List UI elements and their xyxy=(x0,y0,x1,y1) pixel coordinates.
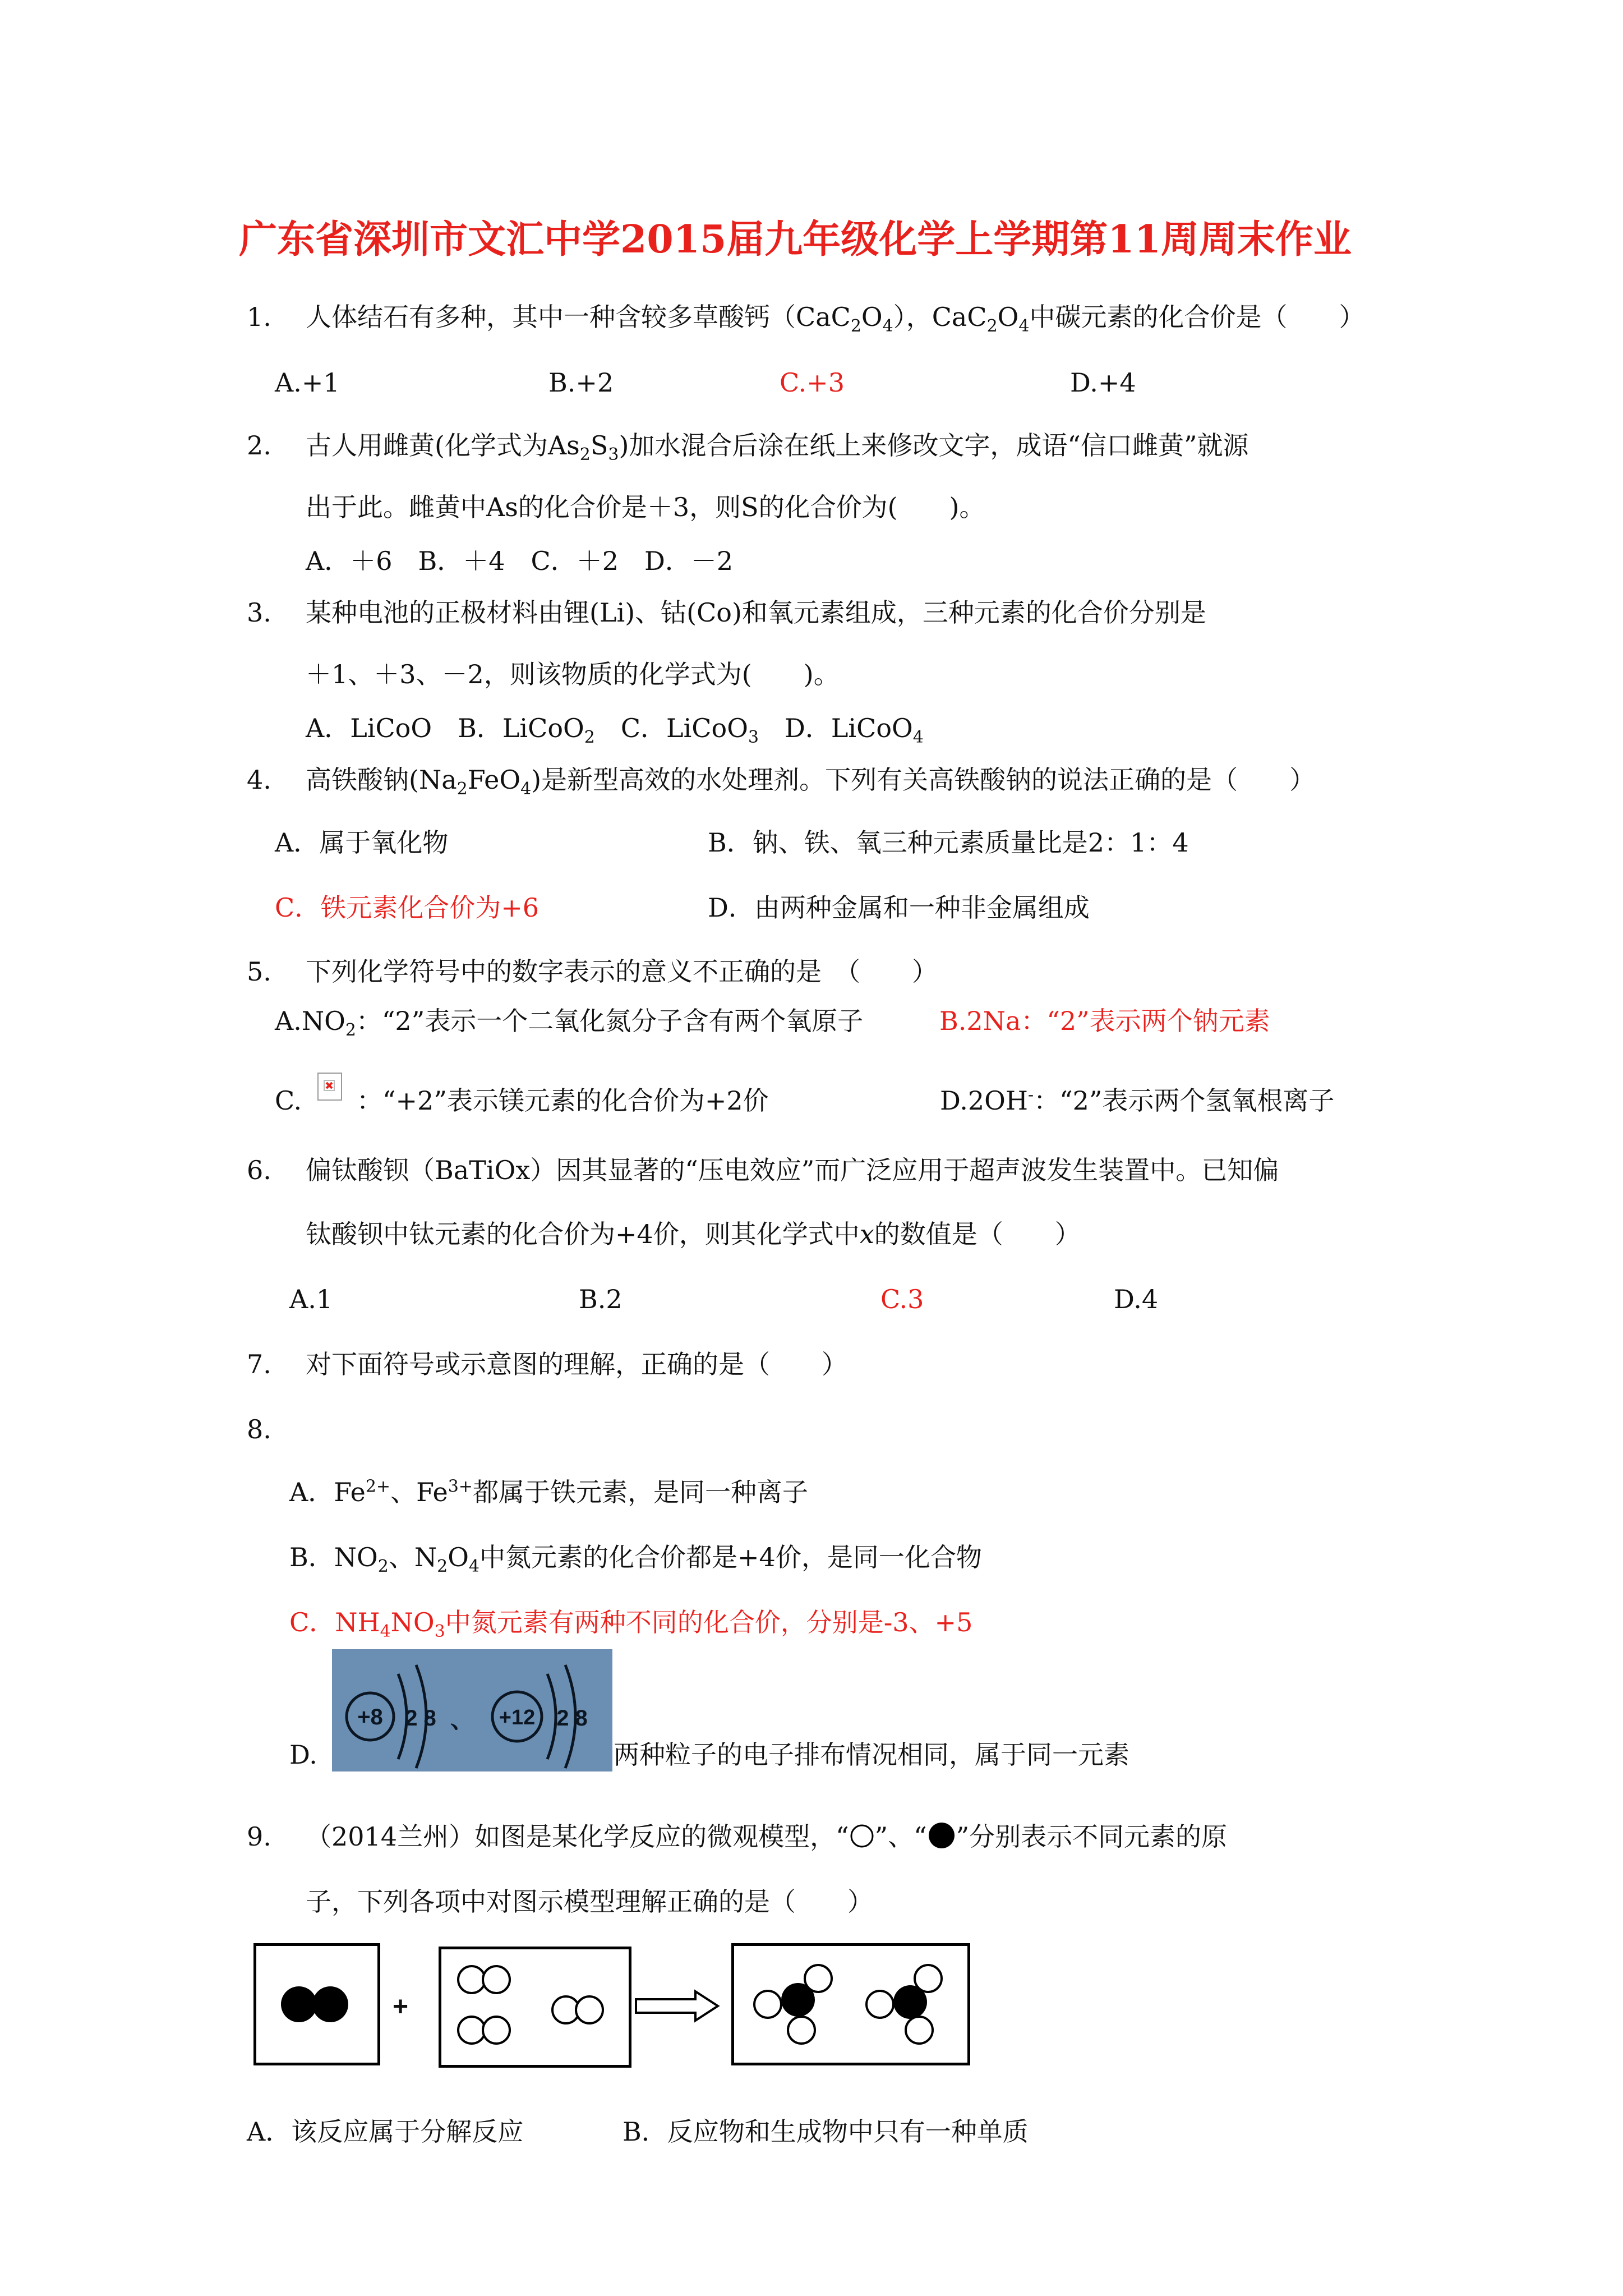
q5-option-c-prefix: C. xyxy=(275,1085,302,1116)
q4-option-c: C．铁元素化合价为+6 xyxy=(275,892,540,923)
q9-option-b: B．反应物和生成物中只有一种单质 xyxy=(623,2116,1029,2147)
q6-option-d: D.4 xyxy=(1114,1284,1159,1314)
q6-number: 6. xyxy=(247,1155,271,1185)
q1-stem: 人体结石有多种，其中一种含较多草酸钙$(CaC_2O_4)$，$CaC_2O_4$中碳元素的化合价是（ ） xyxy=(306,302,1365,337)
broken-image-icon xyxy=(317,1073,342,1101)
q8-option-a: A．$Fe^{2+}$、$Fe^{3+}$都属于铁元素，是同一种离子 xyxy=(289,1476,808,1507)
white-atom-icon xyxy=(849,1823,875,1849)
q3-number: 3. xyxy=(247,597,271,628)
shell2-nucleus: +12 xyxy=(499,1706,536,1729)
q2-stem-line1: 古人用雌黄(化学式为$As_2S_3$)加水混合后涂在纸上来修改文字，成语“信口雌黄”就源 xyxy=(306,430,1249,465)
page-title: 广东省深圳市文汇中学2015届九年级化学上学期第11周周末作业 xyxy=(239,217,1352,262)
shell2-electrons: 2 8 xyxy=(556,1706,588,1731)
q3-stem-line1: 某种电池的正极材料由锂(Li)、钴(Co)和氧元素组成，三种元素的化合价分别是 xyxy=(306,597,1206,628)
shell1-electrons: 2 8 xyxy=(405,1706,436,1731)
q5-number: 5. xyxy=(247,956,271,987)
q9-option-a: A．该反应属于分解反应 xyxy=(247,2116,524,2147)
q4-option-d: D．由两种金属和一种非金属组成 xyxy=(708,892,1090,923)
q3-options: A．LiCoO B．LiCoO$_2$ C．LiCoO$_3$ D．LiCoO$_4$ xyxy=(306,713,924,748)
q4-number: 4. xyxy=(247,765,271,795)
q4-option-a: A．属于氧化物 xyxy=(275,827,449,858)
plus-sign: + xyxy=(393,1992,409,2022)
q6-option-a: A.1 xyxy=(289,1284,333,1314)
reaction-arrow xyxy=(633,1989,722,2023)
q8-option-d-text: 两种粒子的电子排布情况相同，属于同一元素 xyxy=(614,1740,1129,1770)
q5-option-b: B.2Na：“2”表示两个钠元素 xyxy=(939,1006,1270,1036)
q5-option-a: $A.NO_2$：“2”表示一个二氧化氮分子含有两个氧原子 xyxy=(275,1006,864,1041)
q6-stem-line2: 钛酸钡中钛元素的化合价为+4价，则其化学式中x的数值是（ ） xyxy=(306,1219,1081,1249)
q6-option-c: C.3 xyxy=(880,1284,924,1314)
q8-option-d-prefix: D. xyxy=(289,1740,317,1770)
q2-stem-line2: 出于此。雌黄中As的化合价是＋3，则S的化合价为( )。 xyxy=(306,492,985,522)
q5-option-d: D.2OH-：“2”表示两个氢氧根离子 xyxy=(940,1085,1335,1116)
q4-stem: 高铁酸钠$(Na_2FeO_4)$是新型高效的水处理剂。下列有关高铁酸钠的说法正确的是（ ） xyxy=(306,765,1316,799)
q7-number: 7. xyxy=(247,1349,271,1379)
q6-option-b: B.2 xyxy=(579,1284,623,1314)
product-box xyxy=(731,1943,970,2065)
q1-option-d: D.+4 xyxy=(1070,367,1136,398)
q5-option-c-text: ：“+2”表示镁元素的化合价为+2价 xyxy=(357,1085,769,1116)
reactant-box-2 xyxy=(439,1947,631,2068)
q1-number: 1. xyxy=(247,302,271,332)
q7-stem: 对下面符号或示意图的理解，正确的是（ ） xyxy=(306,1349,847,1379)
q1-option-b: B.+2 xyxy=(548,367,614,398)
q1-option-c: C.+3 xyxy=(780,367,845,398)
q9-stem-line1: （2014兰州）如图是某化学反应的微观模型，“ ”、“ ”分别表示不同元素的原 xyxy=(306,1821,1228,1852)
q3-stem-line2: ＋1、＋3、－2，则该物质的化学式为( )。 xyxy=(306,659,840,689)
electron-shell-diagram xyxy=(332,1649,612,1772)
q8-option-b: B．$NO_2$、$N_2O_4$中氮元素的化合价都是+4价，是同一化合物 xyxy=(289,1542,982,1577)
q5-stem: 下列化学符号中的数字表示的意义不正确的是 （ ） xyxy=(306,956,938,987)
shell-separator: 、 xyxy=(450,1706,474,1733)
q6-stem-line1: 偏钛酸钡（BaTiOx）因其显著的“压电效应”而广泛应用于超声波发生装置中。已知偏 xyxy=(306,1155,1279,1185)
q9-number: 9. xyxy=(247,1821,271,1852)
q1-option-a: A.+1 xyxy=(275,367,340,398)
q9-stem-line2: 子，下列各项中对图示模型理解正确的是（ ） xyxy=(306,1887,873,1917)
q2-number: 2. xyxy=(247,430,271,461)
shell1-nucleus: +8 xyxy=(357,1705,383,1729)
black-atom-icon xyxy=(927,1821,956,1850)
q8-option-c: C．$NH_4NO_3$中氮元素有两种不同的化合价，分别是-3、+5 xyxy=(289,1607,973,1642)
reactant-box-1 xyxy=(253,1943,380,2065)
q8-number: 8. xyxy=(247,1414,271,1444)
q2-options: A．＋6 B．＋4 C．＋2 D．－2 xyxy=(306,546,734,576)
q4-option-b: B．钠、铁、氧三种元素质量比是2：1：4 xyxy=(708,827,1189,858)
